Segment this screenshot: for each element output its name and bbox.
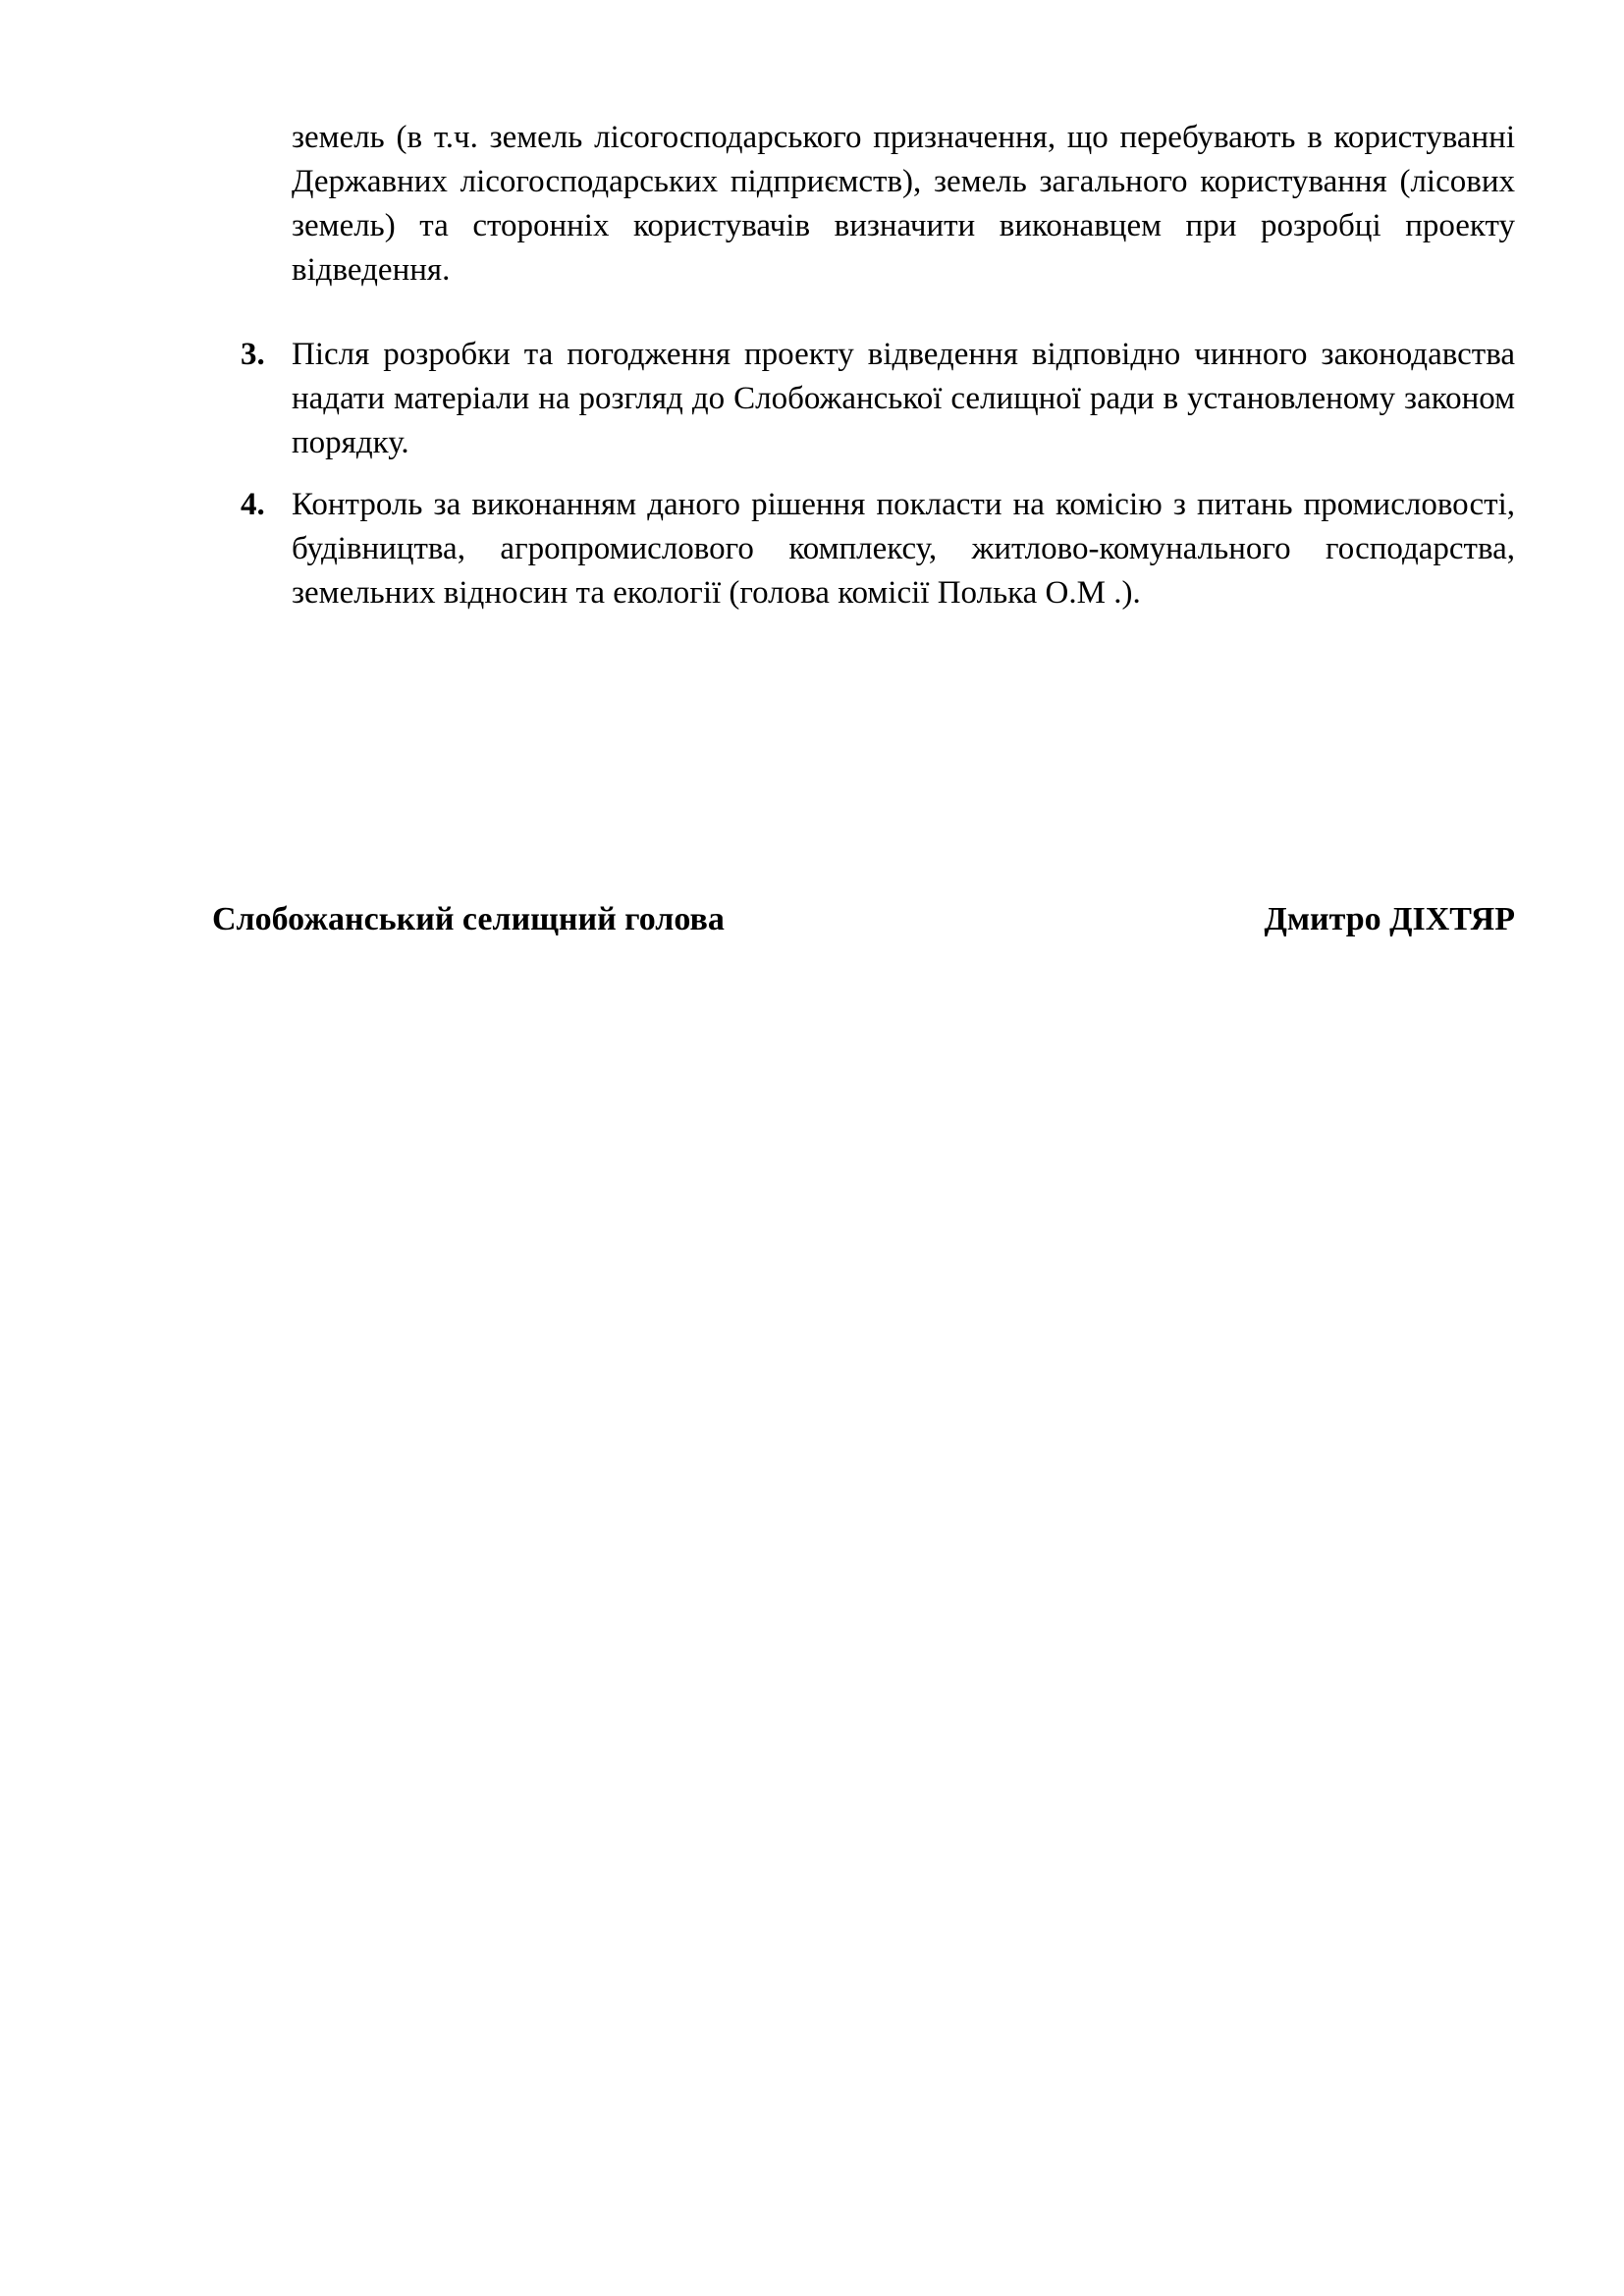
list-item-number: 3. [241, 337, 265, 372]
list-item-4 [241, 483, 1515, 615]
list-item-3 [241, 333, 1515, 465]
continuation-paragraph: земель (в т.ч. земель лісогосподарського призначення, що перебувають в користуванні Державних лісогосподарських підприємств), земель загального користування (лісових земель) та сторонніх користувачів визначити виконавцем при розробці проекту відведення. [292, 120, 1515, 288]
signature-position: Слобожанський селищний голова [212, 901, 725, 937]
list-item-number: 4. [241, 487, 265, 522]
signature-name: Дмитро ДІХТЯР [1264, 901, 1515, 937]
list-item-text: Після розробки та погодження проекту відведення відповідно чинного законодавства надати матеріали на розгляд до Слобожанської селищної ради в установленому законом порядку. [292, 337, 1515, 460]
list-item-text: Контроль за виконанням даного рішення покласти на комісію з питань промисловості, будівництва, агропромислового комплексу, житлово-комунального господарства, земельних відносин та екології (голова комісії Полька О.М .). [292, 487, 1515, 611]
